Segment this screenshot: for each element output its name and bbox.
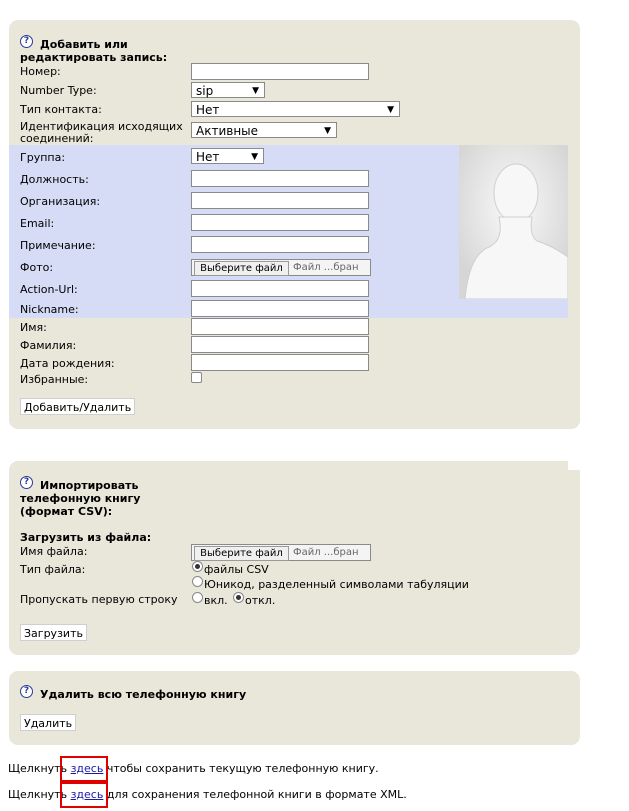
panel-corner-notch <box>568 461 580 470</box>
import-title-line2: телефонную книгу <box>20 492 141 505</box>
file-type-csv-label: файлы CSV <box>204 563 269 576</box>
first-name-input[interactable] <box>191 318 369 335</box>
number-type-select[interactable] <box>191 82 265 98</box>
file-type-csv-radio[interactable] <box>192 561 203 572</box>
person-silhouette-icon <box>459 145 568 299</box>
annotation-box <box>60 782 108 808</box>
skip-off-label: откл. <box>245 594 276 607</box>
chevron-down-icon: ▼ <box>251 152 258 162</box>
note-label: Примечание: <box>20 239 96 252</box>
organization-label: Организация: <box>20 195 101 208</box>
add-delete-button[interactable]: Добавить/Удалить <box>20 398 135 415</box>
favorites-checkbox[interactable] <box>191 372 202 383</box>
position-label: Должность: <box>20 173 89 186</box>
skip-on-label: вкл. <box>204 594 228 607</box>
file-name-label: Имя файла: <box>20 545 88 558</box>
file-name-text: Файл ...бран <box>293 262 359 273</box>
import-title-line3: (формат CSV): <box>20 505 113 518</box>
save-xml-link[interactable]: здесь <box>70 788 104 801</box>
import-file-input[interactable] <box>191 544 371 561</box>
help-icon[interactable]: ? <box>20 35 33 48</box>
group-value: Нет <box>196 150 220 164</box>
import-subtitle: Загрузить из файла: <box>20 531 152 544</box>
last-name-input[interactable] <box>191 336 369 353</box>
group-select[interactable] <box>191 148 264 164</box>
contact-type-value: Нет <box>196 103 220 117</box>
import-title-line1: Импортировать <box>40 479 139 492</box>
add-record-title-line1: Добавить или <box>40 38 128 51</box>
help-icon[interactable]: ? <box>20 476 33 489</box>
delete-button[interactable]: Удалить <box>20 714 76 731</box>
action-url-label: Action-Url: <box>20 283 78 296</box>
footer-line2-suffix: для сохранения телефонной книги в формате XML. <box>106 788 407 801</box>
group-label: Группа: <box>20 151 66 164</box>
photo-file-input[interactable] <box>191 259 371 276</box>
file-name-text: Файл ...бран <box>293 547 359 558</box>
outgoing-id-value: Активные <box>196 124 259 138</box>
save-phonebook-link[interactable]: здесь <box>70 762 104 775</box>
contact-type-label: Тип контакта: <box>20 103 102 116</box>
photo-label: Фото: <box>20 261 54 274</box>
nickname-label: Nickname: <box>20 303 79 316</box>
annotation-box <box>60 756 108 782</box>
add-record-title-line2: редактировать запись: <box>20 51 168 64</box>
organization-input[interactable] <box>191 192 369 209</box>
last-name-label: Фамилия: <box>20 339 77 352</box>
chevron-down-icon: ▼ <box>324 126 331 136</box>
chevron-down-icon: ▼ <box>252 86 259 96</box>
help-icon[interactable]: ? <box>20 685 33 698</box>
favorites-label: Избранные: <box>20 373 89 386</box>
skip-first-row-label: Пропускать первую строку <box>20 593 178 606</box>
avatar <box>459 145 568 299</box>
file-type-unicode-radio[interactable] <box>192 576 203 587</box>
outgoing-id-select[interactable] <box>191 122 337 138</box>
number-label: Номер: <box>20 65 61 78</box>
skip-off-radio[interactable] <box>233 592 244 603</box>
choose-file-button[interactable]: Выберите файл <box>194 261 289 276</box>
email-label: Email: <box>20 217 55 230</box>
footer-line2-prefix: Щелкнуть <box>8 788 68 801</box>
position-input[interactable] <box>191 170 369 187</box>
outgoing-id-label-line1: Идентификация исходящих <box>20 120 183 133</box>
first-name-label: Имя: <box>20 321 47 334</box>
file-type-label: Тип файла: <box>20 563 86 576</box>
number-type-label: Number Type: <box>20 84 97 97</box>
birthday-input[interactable] <box>191 354 369 371</box>
skip-on-radio[interactable] <box>192 592 203 603</box>
note-input[interactable] <box>191 236 369 253</box>
delete-panel <box>9 671 580 745</box>
action-url-input[interactable] <box>191 280 369 297</box>
outgoing-id-label-line2: соединений: <box>20 132 94 145</box>
contact-type-select[interactable] <box>191 101 400 117</box>
number-type-value: sip <box>196 84 214 98</box>
upload-button[interactable]: Загрузить <box>20 624 87 641</box>
file-type-unicode-label: Юникод, разделенный символами табуляции <box>204 578 469 591</box>
birthday-label: Дата рождения: <box>20 357 115 370</box>
email-input[interactable] <box>191 214 369 231</box>
nickname-input[interactable] <box>191 300 369 317</box>
footer-line1-prefix: Щелкнуть <box>8 762 68 775</box>
footer-line1-suffix: чтобы сохранить текущую телефонную книгу. <box>106 762 379 775</box>
choose-file-button[interactable]: Выберите файл <box>194 546 289 561</box>
delete-title: Удалить всю телефонную книгу <box>40 688 247 701</box>
chevron-down-icon: ▼ <box>387 105 394 115</box>
number-input[interactable] <box>191 63 369 80</box>
